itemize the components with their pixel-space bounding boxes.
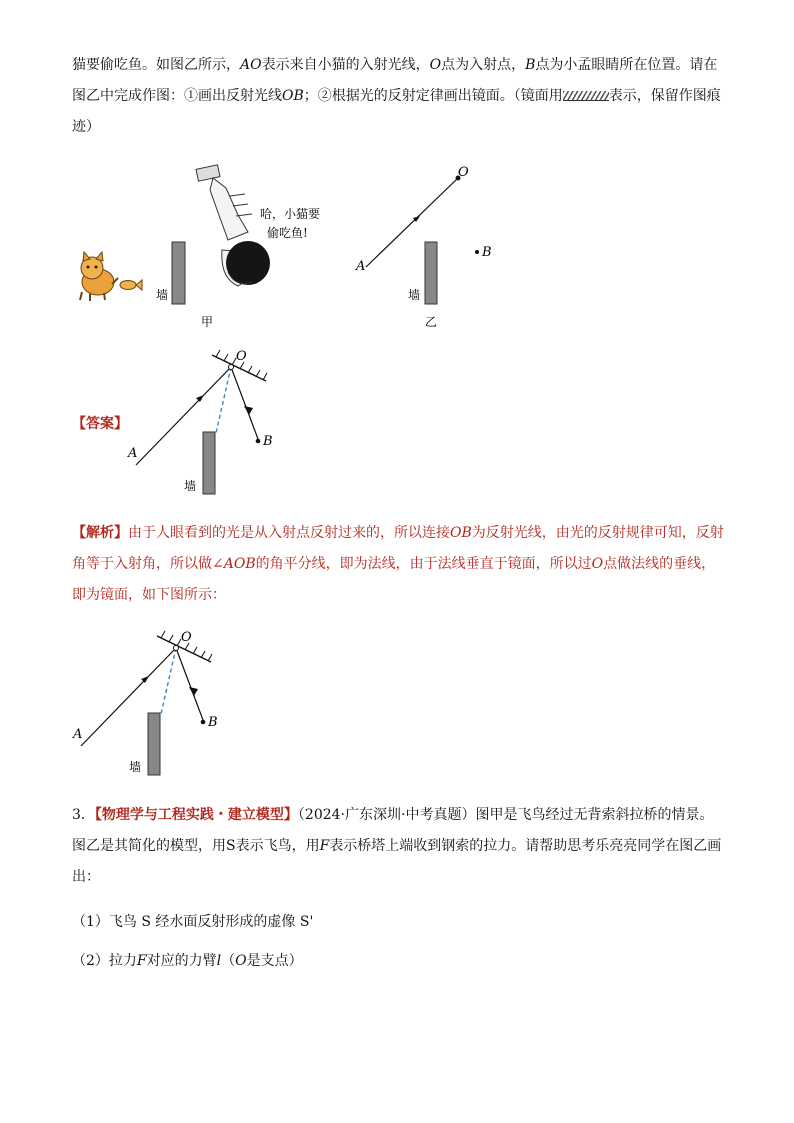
point-O-answer <box>229 365 234 370</box>
mirror-symbol-icon <box>563 91 609 101</box>
answer-figure <box>120 345 290 505</box>
question-3-item-2: （2）拉力F对应的力臂l（O是支点） <box>72 953 303 969</box>
label-O-yi: O <box>458 165 469 180</box>
caption-jia: 甲 <box>201 315 214 329</box>
wall-label-jia: 墙 <box>156 288 169 302</box>
label-O-analysis: O <box>181 630 192 645</box>
label-A-analysis: A <box>73 727 83 742</box>
incident-arrow-answer <box>196 395 204 402</box>
speech-line-1: 哈，小猫要 <box>260 207 321 221</box>
wall-label-yi: 墙 <box>408 288 421 302</box>
label-B-analysis: B <box>208 715 218 730</box>
caption-yi: 乙 <box>425 315 438 329</box>
reflected-ray-answer <box>231 367 258 439</box>
analysis-paragraph: 【解析】由于人眼看到的光是从入射点反射过来的，所以连接OB为反射光线，由光的反射规律可知，反射角等于入射角，所以做∠AOB的角平分线，即为法线，由于法线垂直于镜面，所以过O点做法线的垂线，即为镜面，如下图所示： <box>72 525 724 603</box>
label-O-answer: O <box>236 349 247 364</box>
figure-jia <box>70 160 340 340</box>
point-B-yi <box>475 250 479 254</box>
label-B-answer: B <box>263 434 273 449</box>
figure-yi <box>350 160 510 340</box>
point-O-analysis <box>174 646 179 651</box>
point-B-answer <box>256 439 261 444</box>
answer-tag: 【答案】 <box>72 416 128 432</box>
reflected-arrow-analysis <box>189 687 198 696</box>
incident-ray-analysis <box>81 648 176 746</box>
label-B-yi: B <box>482 245 492 260</box>
label-A-yi: A <box>356 259 366 274</box>
question-3-item-1: （1）飞鸟 S 经水面反射形成的虚像 S' <box>72 914 314 930</box>
incident-ray-yi <box>366 178 458 267</box>
incident-arrow-analysis <box>141 676 149 683</box>
fish-illustration <box>120 280 142 290</box>
reflected-arrow-answer <box>244 406 253 415</box>
cat-illustration <box>80 252 118 301</box>
question-3: 3．【物理学与工程实践・建立模型】（2024·广东深圳·中考真题）图甲是飞鸟经过无背索斜拉桥的情景。图乙是其简化的模型，用S表示飞鸟，用F表示桥塔上端收到钢索的拉力。请帮助思考乐亮亮同学在图乙画出： <box>72 807 722 885</box>
reflected-ray-analysis <box>176 648 203 720</box>
wall-label-answer: 墙 <box>184 479 197 493</box>
wall-label-analysis: 墙 <box>129 760 142 774</box>
wall-yi <box>425 242 437 304</box>
normal-line-answer <box>216 367 231 433</box>
point-B-analysis <box>201 720 206 725</box>
wall-jia <box>172 242 185 304</box>
analysis-figure <box>65 626 235 786</box>
wall-answer <box>203 432 215 494</box>
wall-analysis <box>148 713 160 775</box>
incident-ray-answer <box>136 367 231 465</box>
label-A-answer: A <box>128 446 138 461</box>
intro-paragraph: 猫要偷吃鱼。如图乙所示，AO表示来自小猫的入射光线，O点为入射点，B点为小孟眼睛所在位置。请在图乙中完成作图：①画出反射光线OB；②根据光的反射定律画出镜面。（镜面用 表示，保留作图痕迹） <box>72 57 721 135</box>
normal-line-analysis <box>161 648 176 714</box>
boy-illustration <box>196 165 270 286</box>
speech-line-2: 偷吃鱼! <box>267 226 308 240</box>
